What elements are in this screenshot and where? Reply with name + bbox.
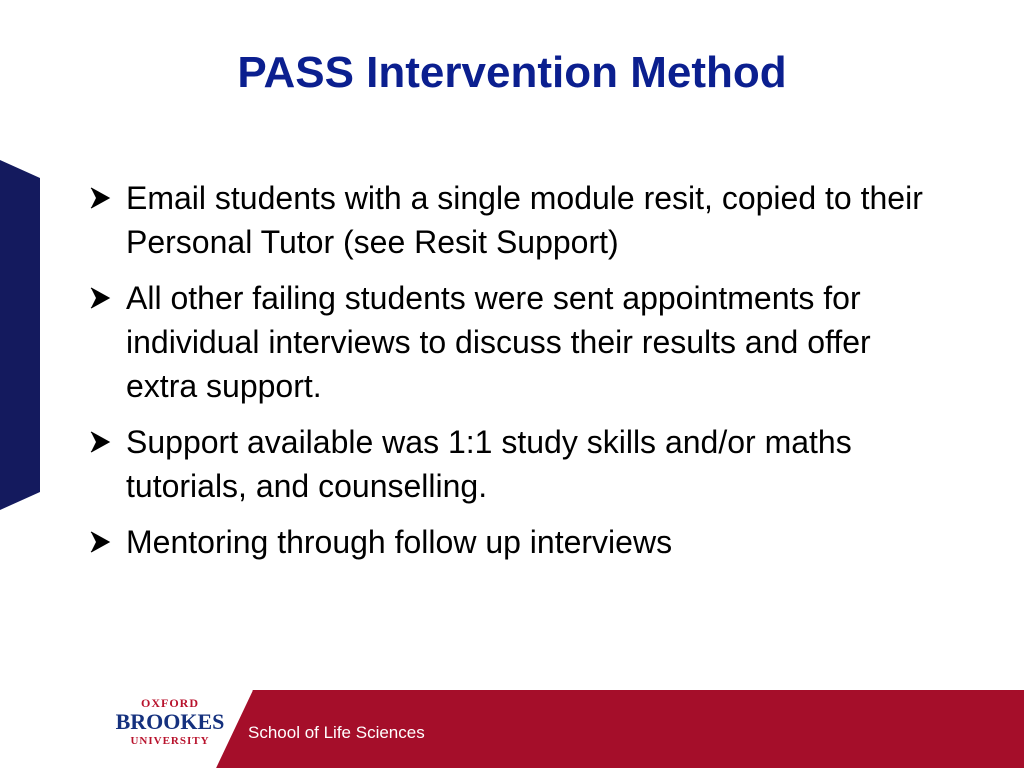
arrowhead-bullet-icon [88,420,126,464]
bullet-text: All other failing students were sent appointments for individual interviews to discuss their results and offer extra support. [126,280,871,404]
bullet-item [88,520,948,564]
arrowhead-bullet-icon [88,276,126,320]
bullet-text: Email students with a single module resit, copied to their Personal Tutor (see Resit Support) [126,180,923,260]
logo-top-text: OXFORD [141,696,199,710]
logo-bottom-text: UNIVERSITY [130,735,210,747]
bullet-list [88,176,948,576]
arrowhead-bullet-icon [88,520,126,564]
bullet-text: Mentoring through follow up interviews [126,524,673,560]
slide-title: PASS Intervention Method [237,48,787,97]
bullet-item [88,276,948,408]
arrowhead-bullet-icon [88,176,126,220]
oxford-brookes-logo [112,696,228,752]
bullet-item [88,420,948,508]
logo-middle-text: BROOKES [115,709,225,734]
left-decorative-tab [0,0,40,768]
bullet-item [88,176,948,264]
bullet-text: Support available was 1:1 study skills and/or maths tutorials, and counselling. [126,424,852,504]
footer-school-name: School of Life Sciences [248,723,425,742]
